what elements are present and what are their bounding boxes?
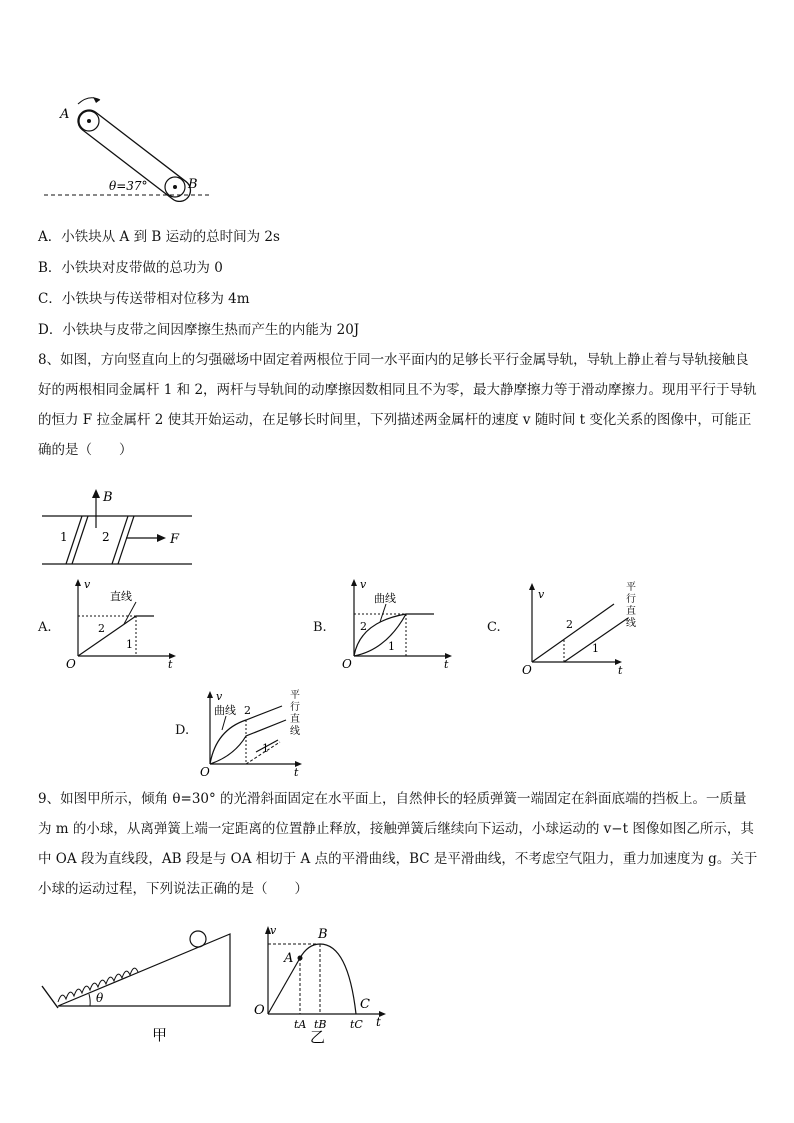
q9-c-label: C bbox=[360, 997, 370, 1012]
q9-jia-caption: 甲 bbox=[152, 1026, 168, 1044]
q8-c-o-label: O bbox=[522, 663, 532, 676]
q9-t-label: t bbox=[376, 1015, 381, 1029]
q7-option-c: C．小铁块与传送带相对位移为 4m bbox=[38, 291, 250, 307]
q8-b-t-label: t bbox=[444, 658, 449, 671]
q8-d-parallel-2: 行 bbox=[290, 702, 300, 713]
q8-a-line-label: 直线 bbox=[110, 590, 132, 603]
q9-stem: 9、如图甲所示，倾角 θ=30° 的光滑斜面固定在水平面上，自然伸长的轻质弹簧一端固定在斜面底端的挡板上。一质量为 m 的小球，从离弹簧上端一定距离的位置静止释放，接触弹簧后继续向下运动，小球运动的 v−t 图像如图乙所示，其中 OA 段为直线段，AB 段是与 OA 相切于 A 点的平滑曲线，BC 是平滑曲线，不考虑空气阻力，重力加速度为 g。关于小球的运动过程，下列说法正确的是（ ） bbox=[38, 791, 758, 897]
q8-rod2-label: 2 bbox=[102, 530, 110, 544]
q9-yi-caption: 乙 bbox=[310, 1028, 326, 1044]
q8-d-v-label: v bbox=[216, 690, 223, 703]
q8-c-parallel-4: 线 bbox=[626, 618, 636, 629]
q8-d-parallel-3: 直 bbox=[290, 714, 300, 725]
q7-angle-label: θ=37° bbox=[109, 179, 148, 193]
q8-graph-a bbox=[60, 576, 190, 671]
q8-c-t-label: t bbox=[618, 664, 623, 676]
q7-label-b: B bbox=[188, 177, 198, 192]
q8-option-a: A. bbox=[38, 620, 52, 635]
q8-option-b: B. bbox=[313, 620, 327, 635]
q8-c-1-label: 1 bbox=[592, 642, 599, 655]
q7-option-a: A．小铁块从 A 到 B 运动的总时间为 2s bbox=[38, 229, 280, 245]
q8-b-2-label: 2 bbox=[360, 620, 367, 633]
q8-d-2-label: 2 bbox=[244, 704, 251, 717]
q9-b-label: B bbox=[318, 927, 328, 942]
q8-a-1-label: 1 bbox=[126, 638, 133, 651]
q8-rod1-label: 1 bbox=[60, 530, 68, 544]
q8-a-v-label: v bbox=[84, 578, 91, 591]
q8-d-parallel-4: 线 bbox=[290, 726, 300, 737]
q8-a-t-label: t bbox=[168, 658, 173, 671]
q8-d-parallel-1: 平 bbox=[290, 690, 300, 701]
q8-rails-figure bbox=[40, 488, 210, 570]
q8-b-v-label: v bbox=[360, 578, 367, 591]
q8-a-2-label: 2 bbox=[98, 622, 105, 635]
q8-c-parallel-1: 平 bbox=[626, 582, 636, 593]
q8-d-o-label: O bbox=[200, 765, 210, 779]
q9-v-label: v bbox=[270, 924, 277, 937]
q9-o-label: O bbox=[254, 1003, 265, 1018]
q7-label-a: A bbox=[60, 107, 70, 122]
q8-c-parallel-2: 行 bbox=[626, 594, 636, 605]
q8-d-t-label: t bbox=[294, 766, 299, 779]
q8-stem: 8、如图，方向竖直向上的匀强磁场中固定着两根位于同一水平面内的足够长平行金属导轨，导轨上静止着与导轨接触良好的两根相同金属杆 1 和 2，两杆与导轨间的动摩擦因数相同且不为零，最大静摩擦力等于滑动摩擦力。现用平行于导轨的恒力 F 拉金属杆 2 使其开始运动，在足够长时间里，下列描述两金属杆的速度 v 随时间 t 变化关系的图像中，可能正确的是（ ） bbox=[38, 352, 757, 458]
q8-c-2-label: 2 bbox=[566, 618, 573, 631]
q9-vt-graph-yi bbox=[252, 922, 402, 1044]
q7-option-b: B．小铁块对皮带做的总功为 0 bbox=[38, 260, 223, 276]
q8-b-o-label: O bbox=[342, 657, 352, 671]
q8-graph-c bbox=[514, 578, 654, 676]
q7-conveyor-figure bbox=[40, 92, 220, 202]
q9-incline-figure-jia bbox=[38, 922, 238, 1044]
q8-b-curve-label: 曲线 bbox=[374, 592, 396, 605]
q8-option-c: C. bbox=[487, 620, 501, 635]
q8-c-v-label: v bbox=[538, 588, 545, 601]
q8-f-label: F bbox=[170, 532, 180, 547]
q8-d-curve-label: 曲线 bbox=[214, 704, 236, 717]
q9-tb-label: tB bbox=[314, 1018, 327, 1031]
q9-ta-label: tA bbox=[294, 1018, 307, 1031]
q9-a-label: A bbox=[284, 951, 294, 966]
q8-b-1-label: 1 bbox=[388, 640, 395, 653]
q9-theta-label: θ bbox=[96, 991, 104, 1005]
q8-b-label: B bbox=[103, 490, 113, 505]
q8-graph-d bbox=[198, 686, 328, 782]
q8-graph-b bbox=[336, 576, 466, 671]
q7-option-d: D．小铁块与皮带之间因摩擦生热而产生的内能为 20J bbox=[38, 322, 360, 338]
q8-option-d: D. bbox=[175, 723, 190, 738]
q8-a-o-label: O bbox=[66, 657, 76, 671]
q8-c-parallel-3: 直 bbox=[626, 606, 636, 617]
q9-tc-label: tC bbox=[350, 1018, 363, 1031]
q8-d-1-label: 1 bbox=[262, 742, 269, 755]
